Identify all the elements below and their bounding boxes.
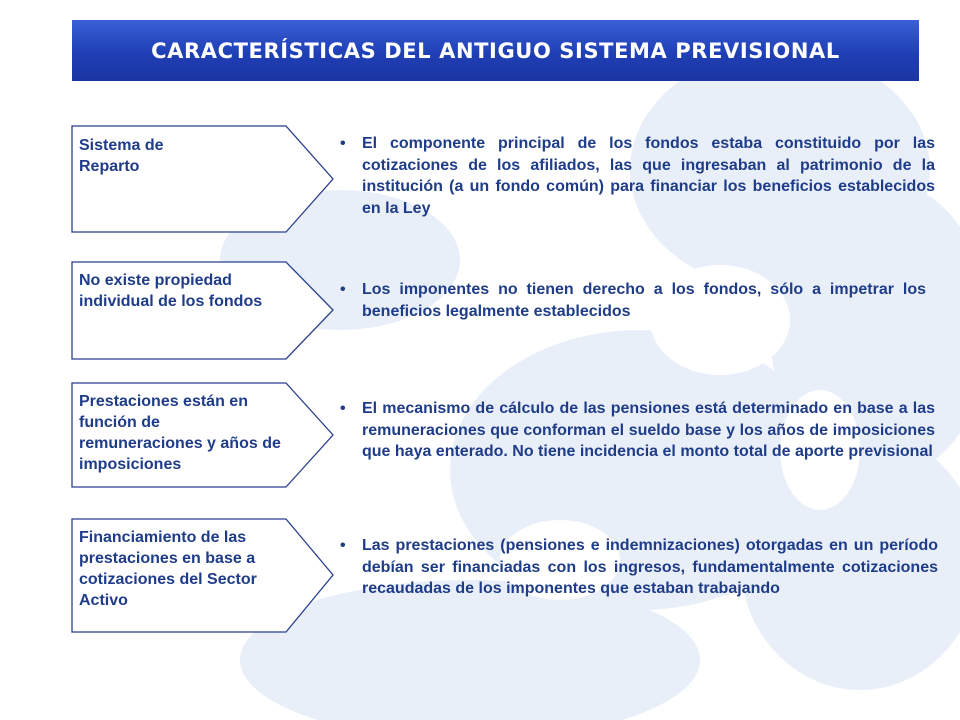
row-label: Financiamiento de las prestaciones en base a cotizaciones del Sector Activo [79,529,257,609]
bullet-marker: • [340,537,346,554]
bullet-marker: • [340,135,346,152]
row-label: Prestaciones están en función de remuneraciones y años de imposiciones [79,393,281,473]
row-label: No existe propiedad individual de los fondos [79,272,263,310]
row-description: El componente principal de los fondos estaba constituido por las cotizaciones de los afiliados, las que ingresaban al patrimonio de la institución (a un fondo común) para financiar los beneficios establecidos en la Ley [362,135,935,217]
bullet-marker: • [340,400,346,417]
page-title: CARACTERÍSTICAS DEL ANTIGUO SISTEMA PREVISIONAL [151,38,840,63]
title-bar [72,20,919,81]
row-description: Las prestaciones (pensiones e indemnizaciones) otorgadas en un período debían ser financiadas con los ingresos, fundamentalmente cotizaciones recaudadas de los imponentes que estaban trabajando [362,537,938,597]
bullet-marker: • [340,281,346,298]
row-label: Sistema de Reparto [79,137,164,175]
row-prestaciones-funcion [0,382,960,490]
row-description: El mecanismo de cálculo de las pensiones está determinado en base a las remuneraciones que conforman el sueldo base y los años de imposiciones que haya enterado. No tiene incidencia el monto total de aporte previsional [362,400,935,460]
row-sistema-de-reparto [0,125,960,235]
row-financiamiento [0,518,960,634]
row-description: Los imponentes no tienen derecho a los fondos, sólo a impetrar los beneficios legalmente establecidos [362,281,926,320]
row-no-existe-propiedad [0,261,960,361]
